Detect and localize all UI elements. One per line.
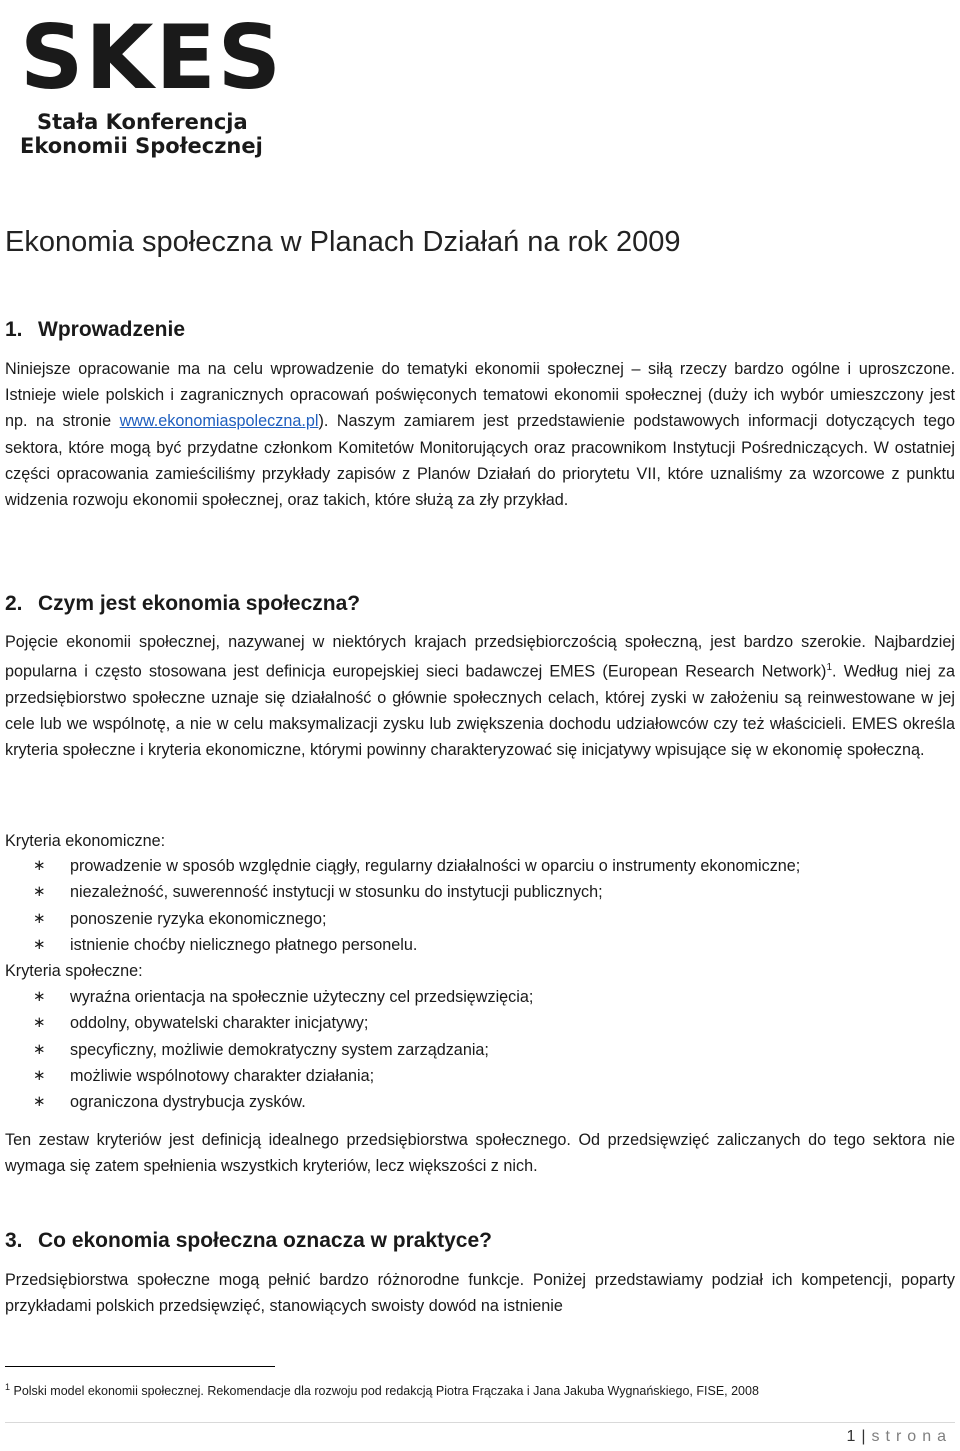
bullet-asterisk-icon: ∗ [33,1014,46,1032]
page-number [846,1428,952,1446]
page-number-value: 1 [846,1428,856,1445]
page-footer-divider [5,1422,955,1423]
bullet-asterisk-icon: ∗ [33,857,46,874]
skes-logo [20,6,284,158]
bullet-asterisk-icon: ∗ [33,1066,46,1084]
intro-text-end: ). Naszym zamiarem jest przedstawienie podstawowych informacji dotyczących tego sektora, które mogą być przydatne członkom Komitetów Monitorujących oraz pracownikom Instytucji Pośredniczących. W ostatniej części opracowania zamieściliśmy przykłady zapisów z Planów Działań do priorytetu VII, które uznaliśmy za wzorcowe z punktu widzenia rozwoju ekonomii społecznej, oraz takich, które służą za zły przykład. [5,412,955,510]
intro-paragraph [5,356,955,513]
logo-subtitle [20,110,283,158]
section-title: Czym jest ekonomia społeczna? [38,592,361,615]
definition-text-start: Pojęcie ekonomii społecznej, nazywanej w niektórych krajach przedsiębiorczością społeczną, jest bardzo szerokie. Najbardziej popularna i często stosowana jest definicja europejskiej sieci badawczej EMES (European Research Network) [5,633,955,681]
economic-criteria-label: Kryteria ekonomiczne: [5,832,166,850]
section-heading-1 [5,318,185,342]
logo-subtitle-line-1: Stała Konferencja [37,110,248,134]
ideal-definition-paragraph: Ten zestaw kryteriów jest definicją idealnego przedsiębiorstwa społecznego. Od przedsięwzięć zaliczanych do tego sektora nie wymaga się zatem spełnienia wszystkich kryteriów, lecz większości z nich. [5,1131,955,1176]
bullet-asterisk-icon: ∗ [33,1093,46,1111]
practice-paragraph: Przedsiębiorstwa społeczne mogą pełnić bardzo różnorodne funkcje. Poniżej przedstawiamy podział ich kompetencji, poparty przykładami polskich przedsięwzięć, stanowiących swoisty dowód na istnienie [5,1271,955,1316]
logo-subtitle-line-2: Ekonomii Społecznej [20,134,263,158]
page-number-word: strona [871,1428,952,1445]
social-criteria-label: Kryteria społeczne: [5,962,143,980]
definition-text-end: . Według niej za przedsiębiorstwo społeczne uznaje się działalność o głównie społecznych celach, której zyski w założeniu są reinwestowane w jej cele lub we wspólnotę, a nie w celu maksymalizacji zysku lub zwiększenia dochodu udziałowców czy też właścicieli. EMES określa kryteria społeczne i kryteria ekonomiczne, którymi powinny charakteryzować się inicjatywy wpisujące się w ekonomię społeczną. [5,662,955,760]
social-criteria-item-text: wyraźna orientacja na społecznie użyteczny cel przedsięwzięcia; [70,988,534,1006]
social-criteria-item-text: specyficzny, możliwie demokratyczny system zarządzania; [70,1040,489,1059]
economic-criteria-item-text: ponoszenie ryzyka ekonomicznego; [70,909,327,928]
section-title: Wprowadzenie [38,318,186,341]
section-title: Co ekonomia społeczna oznacza w praktyce? [38,1229,492,1252]
bullet-asterisk-icon: ∗ [33,883,46,901]
section-number: 2. [5,592,23,615]
economic-criteria-item-text: istnienie choćby nielicznego płatnego personelu. [70,935,418,954]
bullet-asterisk-icon: ∗ [33,988,46,1005]
footnote-text: Polski model ekonomii społecznej. Rekomendacje dla rozwoju pod redakcją Piotra Frączaka i Jana Jakuba Wygnańskiego, FISE, 2008 [10,1384,759,1399]
bullet-asterisk-icon: ∗ [33,1040,46,1058]
section-heading-3 [5,1229,492,1253]
bullet-asterisk-icon: ∗ [33,909,46,927]
document-title: Ekonomia społeczna w Planach Działań na rok 2009 [5,226,681,258]
footnote [5,1379,759,1399]
section-heading-2 [5,592,360,616]
economic-criteria-item-text: niezależność, suwerenność instytucji w stosunku do instytucji publicznych; [70,883,603,902]
social-criteria-item-text: możliwie wspólnotowy charakter działania; [70,1066,375,1085]
social-criteria-item-text: ograniczona dystrybucja zysków. [70,1093,306,1112]
social-criteria-item-text: oddolny, obywatelski charakter inicjatywy; [70,1014,369,1033]
bullet-asterisk-icon: ∗ [33,935,46,953]
definition-paragraph [5,629,955,763]
section-number: 3. [5,1229,23,1252]
page-number-separator: | [861,1428,866,1445]
intro-text-start: Niniejsze opracowanie ma na celu wprowadzenie do tematyki ekonomii społecznej – siłą rzeczy bardzo ogólne i uproszczone. Istnieje wiele polskich i zagranicznych opracowań poświęconych tematowi ekonomii społecznej (duży ich wybór umieszczony jest np. na stronie [5,360,955,431]
ekonomiaspoleczna-link[interactable]: www.ekonomiaspoleczna.pl [119,412,319,431]
footnote-number: 1 [5,1382,11,1392]
footnote-reference[interactable]: 1 [826,662,833,674]
economic-criteria-item-text: prowadzenie w sposób względnie ciągły, regularny działalności w oparciu o instrumenty ekonomiczne; [70,857,801,875]
logo-wordmark: SKES [20,6,284,109]
section-number: 1. [5,318,23,341]
footnote-divider [5,1366,275,1367]
